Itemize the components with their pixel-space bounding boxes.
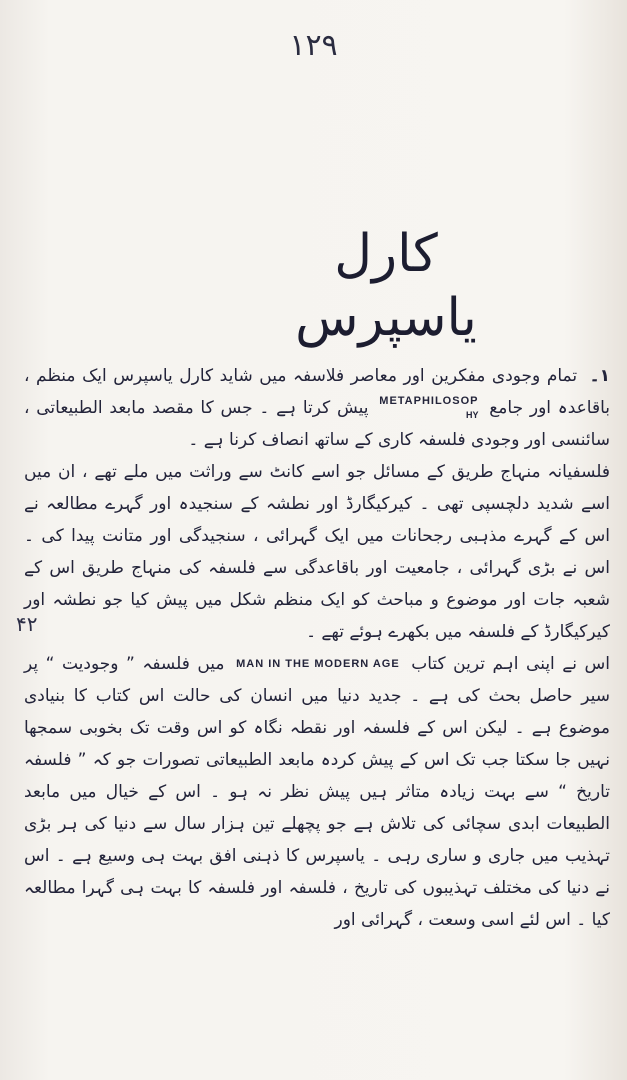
margin-note: ۴۲ bbox=[16, 612, 38, 636]
paragraph-text: میں فلسفہ ” وجودیت “ پر سیر حاصل بحث کی ہے ۔ جدید دنیا میں انسان کی حالت اس کتاب کا بنیادی موضوع ہے ۔ لیکن اس کے فلسفہ اور نقطہ نگاہ کو اس وقت تک بخوبی سمجھا نہیں جا سکتا جب تک اس کے پیش کردہ مابعد الطبیعاتی تصورات جو کہ ” فلسفہ تاریخ “ سے بہت زیادہ متاثر ہیں پیش نظر نہ ہو ۔ اس کے خیال میں مابعد الطبیعات ابدی سچائی کی تلاش ہے جو پچھلے تین ہزار سال سے دنیا کی ہر بڑی تہذیب میں جاری و ساری رہی ۔ یاسپرس کا ذہنی افق بہت ہی وسیع ہے ۔ اس نے دنیا کی مختلف تہذیبوں کی تاریخ ، فلسفہ اور فلسفہ کا بہت ہی گہرا مطالعہ کیا ۔ اس لئے اسی وسعت ، گہرائی اور bbox=[24, 654, 610, 930]
paragraph-text: فلسفیانہ منہاج طریق کے مسائل جو اسے کانٹ سے وراثت میں ملے تھے ، ان میں اسے شدید دلچسپی تھی ۔ کیرکیگارڈ اور نطشہ کے سنجیدہ اور گہرے مطالعہ نے اس کے گہرے مذہبی رجحانات میں ایک گہرائی ، سنجیدگی اور متانت پیدا کی ۔ اس نے بڑی گہرائی ، جامعیت اور باقاعدگی سے فلسفہ کی منہاج طریق اس کے شعبہ جات اور موضوع و مباحث کو ایک منظم شکل میں پیش کیا جو نطشہ اور کیرکیگارڈ کے فلسفہ میں بکھرے ہوئے تھے ۔ bbox=[24, 462, 610, 642]
paragraph-text: تمام وجودی مفکرین اور معاصر فلاسفہ میں شاید کارل یاسپرس ایک منظم ، باقاعدہ اور جامع bbox=[24, 366, 611, 418]
paragraph-2 bbox=[24, 456, 610, 648]
paragraph-text: اس نے اپنی اہم ترین کتاب bbox=[411, 654, 611, 674]
chapter-title: کارل یاسپرس bbox=[295, 224, 477, 348]
page-number: ۱۲۹ bbox=[289, 28, 338, 63]
latin-term-line-1: METAPHILOSOP bbox=[379, 395, 479, 407]
paragraph-3 bbox=[24, 648, 610, 936]
latin-term bbox=[375, 394, 482, 422]
paragraph-number: ۱۔ bbox=[589, 366, 611, 386]
latin-term-line-2: HY bbox=[465, 410, 479, 420]
body-text bbox=[24, 360, 610, 936]
book-title: MAN IN THE MODERN AGE bbox=[236, 658, 400, 670]
paragraph-1 bbox=[24, 360, 610, 456]
paragraph-text: پیش کرتا ہے ۔ جس کا مقصد مابعد الطبیعاتی ، سائنسی اور وجودی فلسفہ کاری کے ساتھ انصاف کرنا ہے ۔ bbox=[24, 398, 610, 450]
